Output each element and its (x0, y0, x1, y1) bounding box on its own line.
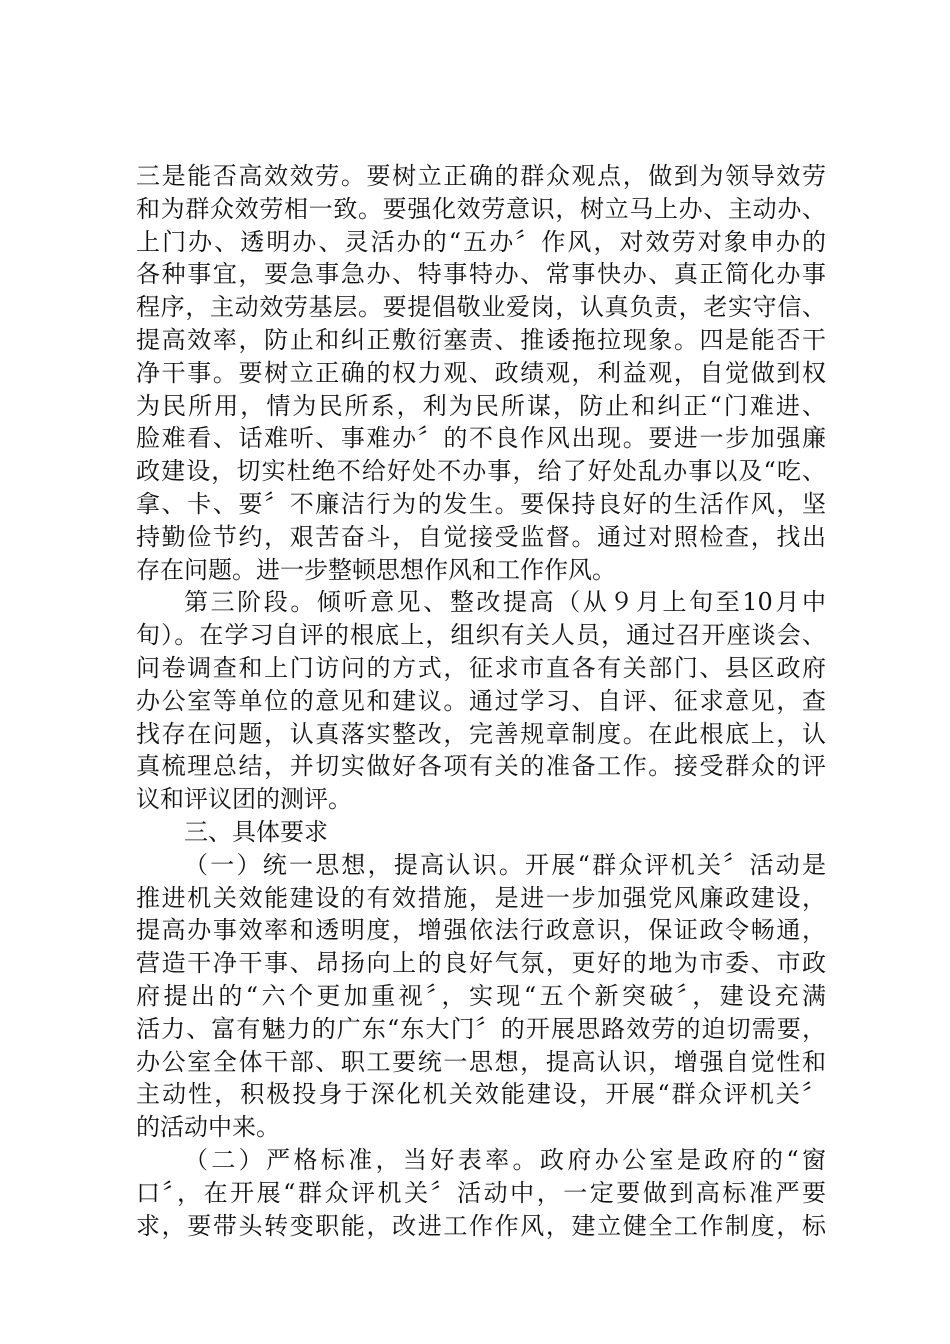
text-line: 为民所用，情为民所系，利为民所谋，防止和纠正“门难进、 (136, 391, 826, 420)
text-line: 和为群众效劳相一致。要强化效劳意识，树立马上办、主动办、 (136, 194, 826, 223)
text-line: 活力、富有魅力的广东“东大门〞的开展思路效劳的迫切需要， (136, 1014, 826, 1043)
text-line: 存在问题。进一步整顿思想作风和工作作风。 (136, 555, 616, 584)
text-line: 持勤俭节约，艰苦奋斗，自觉接受监督。通过对照检查，找出 (136, 522, 826, 551)
text-line: 程序，主动效劳基层。要提倡敬业爱岗，认真负责，老实守信、 (136, 293, 826, 322)
text-line: 各种事宜，要急事急办、特事特办、常事快办、真正简化办事 (136, 260, 826, 289)
text-line: 真梳理总结，并切实做好各项有关的准备工作。接受群众的评 (136, 752, 826, 781)
section-heading: 三、具体要求 (184, 817, 328, 846)
text-line: 办公室全体干部、职工要统一思想，提高认识，增强自觉性和 (136, 1047, 826, 1076)
text-line: （二）严格标准，当好表率。政府办公室是政府的“窗 (184, 1145, 826, 1174)
text-line: 推进机关效能建设的有效措施，是进一步加强党风廉政建设， (136, 883, 826, 912)
para-unify-thinking (136, 849, 826, 1144)
text-line: 脸难看、话难听、事难办〞的不良作风出现。要进一步加强廉 (136, 424, 826, 453)
text-line: 问卷调查和上门访问的方式，征求市直各有关部门、县区政府 (136, 653, 826, 682)
text-line: 的活动中来。 (136, 1113, 280, 1142)
text-line: 求，要带头转变职能，改进工作作风，建立健全工作制度，标 (136, 1211, 826, 1240)
text-line: 口〞，在开展“群众评机关〞活动中，一定要做到高标准严要 (136, 1178, 826, 1207)
heading-requirements (136, 816, 826, 849)
text-line: 找存在问题，认真落实整改，完善规章制度。在此根底上，认 (136, 719, 826, 748)
text-line: 办公室等单位的意见和建议。通过学习、自评、征求意见，查 (136, 686, 826, 715)
para-service (136, 160, 826, 586)
text-line: 提高办事效率和透明度，增强依法行政意识，保证政令畅通， (136, 916, 826, 945)
text-line: 拿、卡、要〞不廉洁行为的发生。要保持良好的生活作风，坚 (136, 489, 826, 518)
para-stage-three (136, 586, 826, 816)
text-line: 提高效率，防止和纠正敷衍塞责、推诿拖拉现象。四是能否干 (136, 325, 826, 354)
text-line: 三是能否高效效劳。要树立正确的群众观点，做到为领导效劳 (136, 162, 826, 190)
text-line: 上门办、透明办、灵活办的“五办〞作风，对效劳对象申办的 (136, 227, 826, 256)
text-line: 政建设，切实杜绝不给好处不办事，给了好处乱办事以及“吃、 (136, 457, 826, 486)
para-strict-standards (136, 1144, 826, 1242)
text-line: 净干事。要树立正确的权力观、政绩观，利益观，自觉做到权 (136, 358, 826, 387)
text-line: 营造干净干事、昂扬向上的良好气氛，更好的地为市委、市政 (136, 949, 826, 978)
text-line: 府提出的“六个更加重视〞，实现“五个新突破〞，建设充满 (136, 981, 826, 1010)
text-line: （一）统一思想，提高认识。开展“群众评机关〞活动是 (184, 850, 826, 879)
text-line: 议和评议团的测评。 (136, 785, 352, 814)
text-line: 主动性，积极投身于深化机关效能建设，开展“群众评机关〞 (136, 1080, 826, 1109)
text-line: 第三阶段。倾听意见、整改提高（从９月上旬至10月中 (184, 588, 826, 617)
text-line: 旬）。在学习自评的根底上，组织有关人员，通过召开座谈会、 (136, 621, 826, 650)
document-page (136, 160, 826, 1242)
